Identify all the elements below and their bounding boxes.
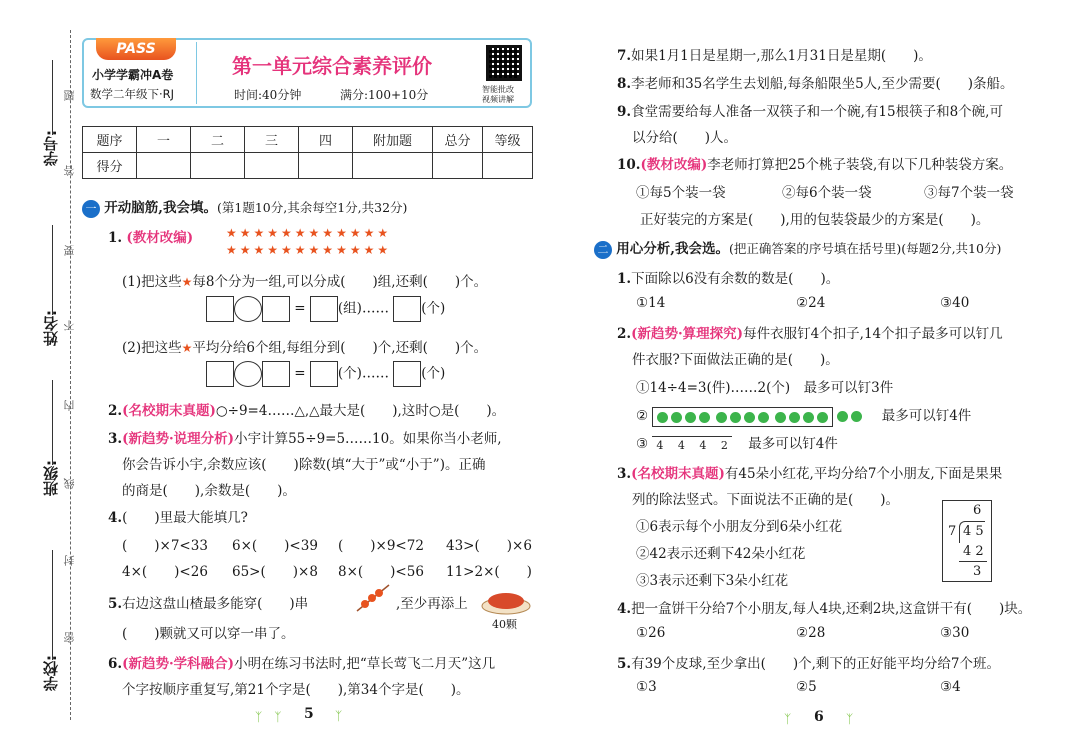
equals-sign: = — [294, 300, 306, 317]
question-1 — [108, 226, 193, 246]
question-number: 3. — [617, 466, 632, 482]
question-tag: (新趋势·算理探究) — [631, 326, 744, 342]
table-row — [83, 153, 533, 179]
margin-char: 内 — [63, 400, 76, 411]
student-id-blank[interactable] — [52, 60, 53, 135]
question-number: 5. — [617, 656, 632, 672]
question-number: 6. — [108, 656, 123, 672]
margin-char: 线 — [63, 478, 76, 489]
class-blank[interactable] — [52, 380, 53, 465]
choice-option[interactable]: ①26 — [636, 625, 666, 641]
plate-label: 40颗 — [492, 618, 517, 631]
sprout-icon: ᛉ — [846, 712, 854, 726]
question-6 — [108, 652, 495, 672]
choice-question-1 — [617, 267, 839, 287]
question-7 — [617, 44, 932, 64]
division-dividend: 4 5 — [963, 524, 984, 539]
stars-row: ★★★★★★★★★★★★ — [226, 243, 392, 257]
question-number: 2. — [617, 326, 632, 342]
score-cell[interactable] — [353, 153, 433, 179]
header-divider — [196, 42, 198, 104]
option-text: 最多可以钉4件 — [881, 408, 972, 424]
question-3-line-2: 你会告诉小宇,余数应该( )除数(填“大于”或“小于”)。正确 — [122, 457, 486, 473]
question-4 — [108, 506, 248, 526]
division-divisor: 7 — [948, 524, 957, 539]
segment-number: 4 — [656, 439, 664, 452]
question-10 — [617, 153, 1012, 173]
table-header: 附加题 — [353, 127, 433, 153]
section-note: (把正确答案的序号填在括号里)(每题2分,共10分) — [729, 241, 1002, 256]
operator-circle[interactable] — [234, 296, 262, 322]
unit-label: (个) — [421, 365, 446, 382]
question-text: 把一盒饼干分给7个小朋友,每人4块,还剩2块,这盒饼干有( )块。 — [631, 601, 1032, 617]
answer-box[interactable] — [310, 296, 338, 322]
answer-box[interactable] — [393, 361, 421, 387]
question-number: 3. — [108, 431, 123, 447]
choice-question-2-line-2: 件衣服?下面做法正确的是( )。 — [632, 352, 839, 368]
hawthorn-skewer-icon — [355, 583, 391, 613]
question-5 — [108, 592, 308, 612]
question-number: 2. — [108, 403, 123, 419]
q1-part-1-text: (1)把这些 — [122, 274, 182, 290]
choice-option[interactable]: ②42表示还剩下42朵小红花 — [636, 546, 806, 562]
choice-option[interactable] — [636, 404, 971, 427]
option-label: ② — [636, 408, 649, 424]
division-rule — [959, 561, 987, 562]
question-text: 如果1月1日是星期一,那么1月31日是星期( )。 — [631, 48, 932, 64]
question-text: 右边这盘山楂最多能穿( )串 — [122, 596, 309, 612]
score-cell[interactable] — [191, 153, 245, 179]
question-number: 1. — [617, 271, 632, 287]
q4-item: ( )×9<72 — [338, 538, 424, 554]
answer-box[interactable] — [206, 361, 234, 387]
score-cell[interactable] — [483, 153, 533, 179]
q1-part-2-text: (2)把这些 — [122, 340, 182, 356]
margin-char: 答 — [63, 165, 76, 176]
choice-option[interactable]: ①3 — [636, 679, 657, 695]
dot-group-diagram — [652, 407, 833, 427]
question-number: 5. — [108, 596, 123, 612]
question-2 — [108, 399, 505, 419]
score-cell[interactable] — [299, 153, 353, 179]
unit-label: (个)…… — [337, 365, 389, 382]
question-3 — [108, 427, 502, 447]
segment-number: 4 — [699, 439, 707, 452]
q1-part-2 — [122, 336, 487, 356]
section-note: (第1题10分,其余每空1分,共32分) — [217, 200, 408, 215]
sprout-icon: ᛉ ᛉ — [255, 710, 282, 724]
question-text: 有45朵小红花,平均分给7个小朋友,下面是果果 — [724, 466, 1003, 482]
q1-equation-1 — [206, 296, 445, 322]
answer-box[interactable] — [262, 296, 290, 322]
sprout-icon: ᛉ — [335, 709, 343, 723]
question-9 — [617, 100, 1003, 120]
table-header: 一 — [137, 127, 191, 153]
choice-option[interactable]: ①14 — [636, 295, 666, 311]
q10-option: ①每5个装一袋 — [636, 185, 726, 201]
q4-item: 4×( )<26 — [122, 564, 208, 580]
margin-char: 不 — [63, 320, 76, 331]
question-text: 有39个皮球,至少拿出( )个,剩下的正好能平均分给7个班。 — [631, 656, 1000, 672]
question-5-line-2: ( )颗就又可以穿一串了。 — [122, 626, 295, 642]
question-tag: (名校期末真题) — [122, 403, 216, 419]
star-icon: ★ — [181, 341, 193, 355]
segment-number: 4 — [677, 439, 685, 452]
section-number: 二 — [594, 241, 612, 259]
table-header: 题序 — [83, 127, 137, 153]
choice-question-5 — [617, 652, 1000, 672]
question-text: ( )里最大能填几? — [122, 510, 248, 526]
operator-circle[interactable] — [234, 361, 262, 387]
question-3-line-3: 的商是( ),余数是( )。 — [122, 483, 296, 499]
margin-char: 要 — [63, 245, 76, 256]
table-row — [83, 127, 533, 153]
choice-option[interactable] — [636, 432, 838, 453]
question-tag: (新趋势·学科融合) — [122, 656, 235, 672]
answer-box[interactable] — [310, 361, 338, 387]
question-10-line-3: 正好装完的方案是( ),用的包装袋最少的方案是( )。 — [640, 212, 990, 228]
q4-item: 65>( )×8 — [232, 564, 318, 580]
class-label: 班级: — [42, 460, 60, 496]
question-number: 7. — [617, 48, 632, 64]
q1-equation-2 — [206, 361, 445, 387]
division-quotient: 6 — [973, 503, 982, 518]
question-text: 小明在练习书法时,把“草长莺飞二月天”这几 — [234, 656, 496, 672]
question-number: 4. — [108, 510, 123, 526]
page-number-left: 5 — [304, 706, 314, 722]
choice-option[interactable]: ②28 — [796, 625, 826, 641]
student-id-label: 学号: — [42, 130, 60, 166]
pass-logo: PASS — [96, 38, 176, 60]
choice-option[interactable]: ③30 — [940, 625, 970, 641]
score-table — [82, 126, 533, 179]
question-text: 李老师和35名学生去划船,每条船限坐5人,至少需要( )条船。 — [631, 76, 1014, 92]
q4-item: ( )×7<33 — [122, 538, 208, 554]
table-row-label: 得分 — [83, 153, 137, 179]
name-label: 姓名: — [42, 310, 60, 346]
section-title: 开动脑筋,我会填。 — [104, 200, 217, 216]
section-title: 用心分析,我会选。 — [616, 241, 729, 257]
q4-item: 11>2×( ) — [446, 564, 532, 580]
grade-label: 数学二年级下·RJ — [90, 87, 175, 101]
hawthorn-plate-icon — [480, 588, 532, 616]
score-cell[interactable] — [433, 153, 483, 179]
question-number: 9. — [617, 104, 632, 120]
q1-part-2-text: 平均分给6个组,每组分到( )个,还剩( )个。 — [192, 340, 488, 356]
choice-question-3 — [617, 462, 1002, 482]
choice-question-3-line-2: 列的除法竖式。下面说法不正确的是( )。 — [632, 492, 900, 508]
q10-option: ②每6个装一袋 — [782, 185, 872, 201]
question-6-line-2: 个字按顺序重复写,第21个字是( ),第34个字是( )。 — [122, 682, 470, 698]
q4-item: 6×( )<39 — [232, 538, 318, 554]
section-number: 一 — [82, 200, 100, 218]
name-blank[interactable] — [52, 225, 53, 315]
question-text: 李老师打算把25个桃子装袋,有以下几种装袋方案。 — [707, 157, 1013, 173]
margin-char: 题 — [63, 90, 76, 101]
choice-option[interactable]: ①6表示每个小朋友分到6朵小红花 — [636, 519, 843, 535]
question-tag: (教材改编) — [126, 230, 194, 246]
question-number: 8. — [617, 76, 632, 92]
binding-dashed-line — [70, 30, 71, 720]
section-one-heading — [82, 196, 407, 218]
equals-sign: = — [294, 365, 306, 382]
q1-part-1-text: 每8个分为一组,可以分成( )组,还剩( )个。 — [192, 274, 488, 290]
question-text: 小宇计算55÷9=5……10。如果你当小老师, — [234, 431, 502, 447]
question-text: 食堂需要给每人准备一双筷子和一个碗,有15根筷子和8个碗,可 — [631, 104, 1003, 120]
question-tag: (名校期末真题) — [631, 466, 725, 482]
choice-option[interactable]: ②5 — [796, 679, 817, 695]
q1-part-1 — [122, 270, 487, 290]
choice-option[interactable]: ③3表示还剩下3朵小红花 — [636, 573, 789, 589]
section-two-heading — [594, 237, 1001, 259]
choice-option[interactable]: ②24 — [796, 295, 826, 311]
choice-question-4 — [617, 597, 1031, 617]
stars-row: ★★★★★★★★★★★★ — [226, 226, 392, 240]
choice-question-2 — [617, 322, 1003, 342]
series-title: 小学学霸冲A卷 — [92, 68, 174, 82]
unit-label: (组)…… — [337, 300, 389, 317]
sprout-icon: ᛉ — [784, 712, 792, 726]
division-remainder: 3 — [973, 564, 982, 579]
school-label: 学校: — [42, 655, 60, 691]
question-text: 每件衣服钉4个扣子,14个扣子最多可以钉几 — [743, 326, 1003, 342]
question-9-line-2: 以分给( )人。 — [632, 130, 738, 146]
answer-box[interactable] — [393, 296, 421, 322]
qr-caption: 智能批改 — [482, 85, 514, 94]
page-number-right: 6 — [814, 709, 824, 725]
answer-box[interactable] — [206, 296, 234, 322]
question-tag: (新趋势·说理分析) — [122, 431, 235, 447]
table-header: 三 — [245, 127, 299, 153]
question-8 — [617, 72, 1013, 92]
page-title: 第一单元综合素养评价 — [232, 54, 432, 78]
choice-option[interactable]: ③4 — [940, 679, 961, 695]
choice-option[interactable]: ①14÷4=3(件)……2(个) 最多可以钉3件 — [636, 380, 894, 396]
question-5-text-b: ,至少再添上 — [396, 596, 468, 612]
q4-item: 43>( )×6 — [446, 538, 532, 554]
table-header: 等级 — [483, 127, 533, 153]
question-text: 下面除以6没有余数的数是( )。 — [631, 271, 840, 287]
margin-char: 密 — [63, 632, 76, 643]
choice-option[interactable]: ③40 — [940, 295, 970, 311]
question-number: 10. — [617, 157, 641, 173]
score-label: 满分:100+10分 — [340, 88, 429, 102]
option-label: ③ — [636, 436, 649, 452]
q4-item: 8×( )<56 — [338, 564, 424, 580]
score-cell[interactable] — [137, 153, 191, 179]
unit-label: (个) — [421, 300, 446, 317]
question-number: 4. — [617, 601, 632, 617]
star-icon: ★ — [181, 275, 193, 289]
division-product: 4 2 — [963, 544, 984, 559]
number-line-diagram — [652, 436, 732, 453]
q10-option: ③每7个装一袋 — [924, 185, 1014, 201]
margin-char: 封 — [63, 555, 76, 566]
table-header: 总分 — [433, 127, 483, 153]
question-tag: (教材改编) — [640, 157, 708, 173]
table-header: 二 — [191, 127, 245, 153]
school-blank[interactable] — [52, 550, 53, 660]
qr-caption: 视频讲解 — [482, 95, 514, 104]
answer-box[interactable] — [262, 361, 290, 387]
qr-code-icon[interactable] — [486, 45, 522, 81]
question-number: 1. — [108, 230, 123, 246]
question-text: ○÷9=4……△,△最大是( ),这时○是( )。 — [215, 403, 506, 419]
option-text: 最多可以钉4件 — [748, 436, 838, 452]
long-division-diagram — [942, 500, 992, 582]
segment-number: 2 — [720, 439, 728, 452]
time-label: 时间:40分钟 — [234, 88, 302, 102]
table-header: 四 — [299, 127, 353, 153]
score-cell[interactable] — [245, 153, 299, 179]
